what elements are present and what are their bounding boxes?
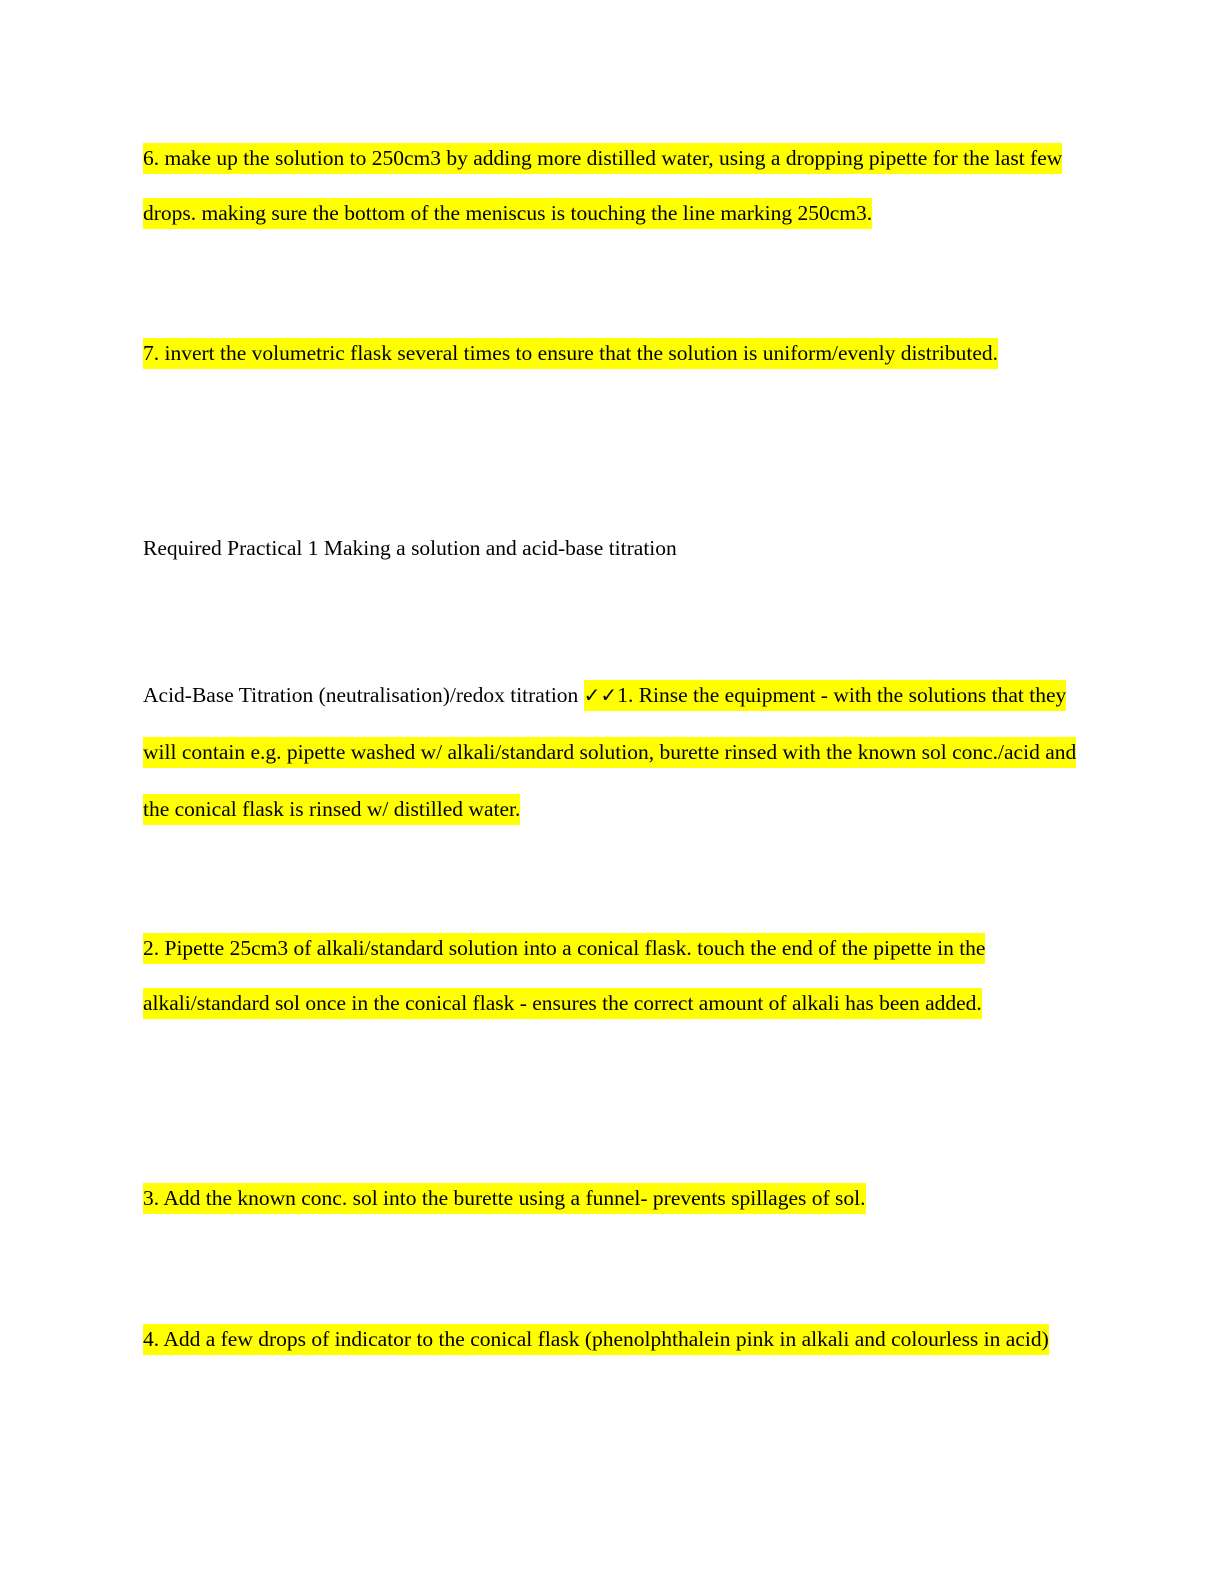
- titration-step-1-paragraph: [143, 667, 1083, 838]
- step-1-text: 1. Rinse the equipment - with the solutions that they will contain e.g. pipette washed w/ alkali/standard solution, burette rinsed with the known sol conc./acid and the conical flask is rinsed w/ distilled water.: [143, 680, 1076, 825]
- checkmark-icon: ✓✓: [584, 680, 618, 711]
- step-4-text: 4. Add a few drops of indicator to the conical flask (phenolphthalein pink in alkali and colourless in acid): [143, 1324, 1049, 1355]
- titration-label: Acid-Base Titration (neutralisation)/redox titration: [143, 683, 584, 707]
- step-6-paragraph: [143, 131, 1083, 240]
- step-2-text: 2. Pipette 25cm3 of alkali/standard solution into a conical flask. touch the end of the pipette in the alkali/standard sol once in the conical flask - ensures the correct amount of alkali has been added.: [143, 933, 985, 1019]
- practical-heading-text: Required Practical 1 Making a solution and acid-base titration: [143, 536, 677, 560]
- step-7-text: 7. invert the volumetric flask several times to ensure that the solution is uniform/evenly distributed.: [143, 338, 998, 369]
- practical-heading: [143, 521, 1083, 576]
- step-4-paragraph: [143, 1312, 1083, 1367]
- step-7-paragraph: [143, 326, 1083, 381]
- step-3-paragraph: [143, 1171, 1083, 1226]
- step-2-paragraph: [143, 921, 1083, 1030]
- step-3-text: 3. Add the known conc. sol into the burette using a funnel- prevents spillages of sol.: [143, 1183, 866, 1214]
- step-6-text: 6. make up the solution to 250cm3 by adding more distilled water, using a dropping pipette for the last few drops. making sure the bottom of the meniscus is touching the line marking 250cm3.: [143, 143, 1062, 229]
